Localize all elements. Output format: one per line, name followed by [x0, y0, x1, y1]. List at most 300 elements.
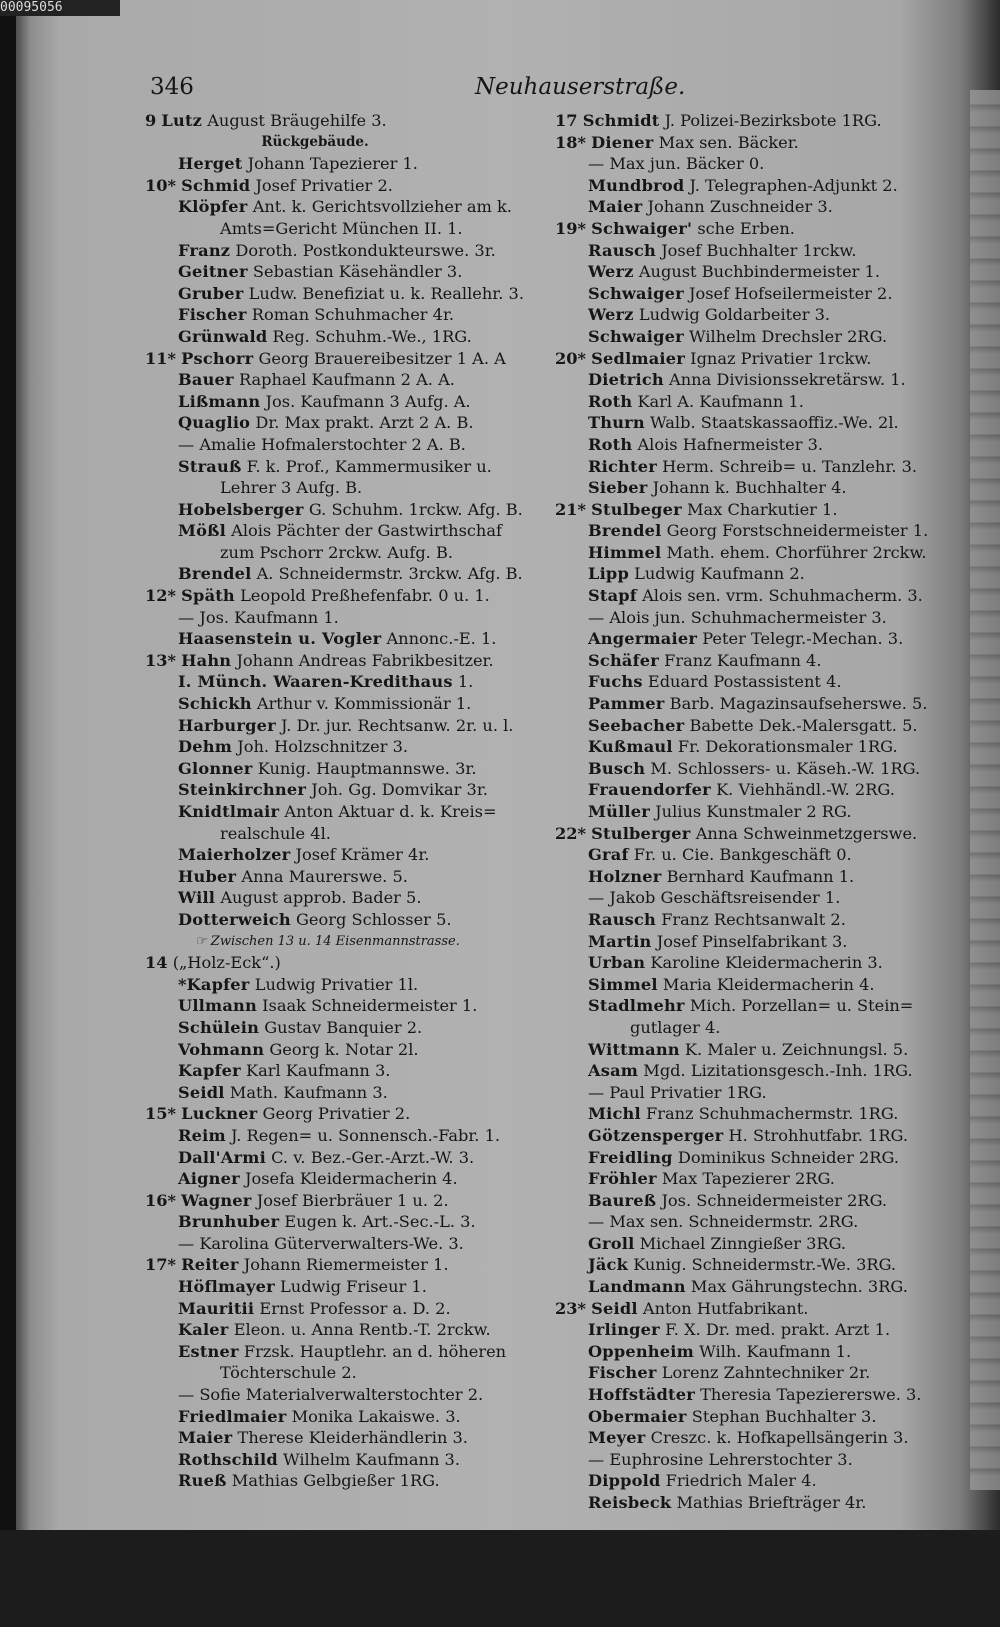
- resident-name: Dippold: [588, 1471, 661, 1491]
- resident-name: Geitner: [178, 262, 248, 282]
- resident-name: Will: [178, 888, 216, 908]
- directory-entry: [145, 1168, 545, 1190]
- entry-details: Dominikus Schneider 2RG.: [677, 1147, 899, 1167]
- directory-entry: [555, 175, 947, 197]
- entry-details: Johann Riemermeister 1.: [243, 1255, 449, 1275]
- resident-name: Wagner: [181, 1190, 252, 1210]
- house-number: 14: [145, 953, 168, 973]
- resident-name: Sieber: [588, 478, 648, 498]
- house-number: 21*: [555, 499, 586, 519]
- entry-details: Julius Kunstmaler 2 RG.: [655, 802, 852, 821]
- resident-name: Schmid: [181, 175, 251, 195]
- directory-entry: [145, 283, 545, 305]
- directory-entry: [145, 456, 545, 478]
- directory-entry: [145, 1427, 545, 1449]
- resident-name: Haasenstein u. Vogler: [178, 629, 382, 649]
- resident-name: Roth: [588, 391, 633, 411]
- directory-entry: [555, 650, 947, 672]
- directory-entry: [145, 1276, 545, 1298]
- entry-details: Eleon. u. Anna Rentb.-T. 2rckw.: [233, 1320, 491, 1340]
- entry-details: Eugen k. Art.-Sec.-L. 3.: [284, 1212, 476, 1232]
- resident-name: *Kapfer: [178, 974, 250, 994]
- entry-details: August Bräugehilfe 3.: [207, 111, 387, 130]
- resident-name: Dehm: [178, 737, 233, 757]
- entry-details: Therese Kleiderhändlerin 3.: [237, 1428, 468, 1448]
- resident-name: Urban: [588, 953, 646, 973]
- resident-name: Götzensperger: [588, 1125, 724, 1145]
- entry-details: Raphael Kaufmann 2 A. A.: [238, 370, 455, 390]
- running-head: Neuhauserstraße.: [475, 74, 686, 100]
- resident-name: Harburger: [178, 715, 276, 735]
- resident-name: Stapf: [588, 586, 637, 606]
- directory-entry: [555, 196, 947, 218]
- entry-details: K. Maler u. Zeichnungsl. 5.: [684, 1039, 909, 1059]
- directory-entry: [145, 304, 545, 326]
- entry-details: Mich. Porzellan= u. Stein=: [689, 996, 914, 1016]
- entry-details: Frzsk. Hauptlehr. an d. höheren: [243, 1341, 507, 1361]
- directory-entry: [145, 1254, 545, 1276]
- directory-entry: [555, 1211, 947, 1233]
- directory-entry: [145, 1060, 545, 1082]
- resident-name: I. Münch. Waaren-Kredithaus: [178, 672, 453, 692]
- directory-entry: [145, 866, 545, 888]
- entry-details: Karl Kaufmann 3.: [246, 1061, 391, 1081]
- entry-details: Georg Schlosser 5.: [295, 909, 452, 929]
- directory-entry: [145, 1082, 545, 1104]
- entry-details: Alois Hafnermeister 3.: [637, 434, 824, 454]
- entry-details: — Max sen. Schneidermstr. 2RG.: [588, 1212, 859, 1232]
- entry-details: Peter Telegr.-Mechan. 3.: [702, 629, 904, 649]
- entry-details: Max Charkutier 1.: [686, 499, 838, 519]
- directory-entry: [555, 261, 947, 283]
- entry-details: Dr. Max prakt. Arzt 2 A. B.: [255, 413, 474, 433]
- entry-details: Ludwig Goldarbeiter 3.: [638, 305, 831, 325]
- directory-entry: [555, 153, 947, 175]
- directory-entry: [145, 477, 545, 499]
- entry-details: Anna Maurerswe. 5.: [241, 866, 408, 886]
- resident-name: Mundbrod: [588, 175, 685, 195]
- resident-name: Luckner: [181, 1104, 258, 1124]
- directory-entry: [555, 499, 947, 521]
- resident-name: Rueß: [178, 1471, 227, 1491]
- directory-entry: [555, 1427, 947, 1449]
- resident-name: Dotterweich: [178, 909, 291, 929]
- resident-name: Lipp: [588, 564, 629, 584]
- entry-details: Georg Privatier 2.: [262, 1104, 411, 1124]
- directory-entry: [555, 671, 947, 693]
- entry-details: Josef Bierbräuer 1 u. 2.: [256, 1190, 449, 1210]
- entry-details: Joh. Gg. Domvikar 3r.: [311, 780, 488, 800]
- directory-entry: [555, 391, 947, 413]
- resident-name: Aigner: [178, 1169, 240, 1189]
- entry-details: M. Schlossers- u. Käseh.-W. 1RG.: [650, 758, 921, 778]
- entry-details: Franz Schuhmachermstr. 1RG.: [646, 1104, 899, 1124]
- directory-entry: [555, 1362, 947, 1384]
- resident-name: Schickh: [178, 694, 252, 714]
- entry-details: Josef Buchhalter 1rckw.: [661, 240, 857, 260]
- resident-name: Frauendorfer: [588, 780, 711, 800]
- resident-name: Reiter: [181, 1255, 239, 1275]
- resident-name: Baureß: [588, 1190, 657, 1210]
- entry-details: Herm. Schreib= u. Tanzlehr. 3.: [662, 456, 918, 476]
- directory-entry: [145, 758, 545, 780]
- directory-entry: [145, 1341, 545, 1363]
- resident-name: Brendel: [588, 521, 662, 541]
- directory-entry: [555, 1341, 947, 1363]
- scan-id-label: 00095056: [0, 0, 120, 16]
- resident-name: Mößl: [178, 521, 226, 541]
- entry-details: Johann k. Buchhalter 4.: [652, 478, 847, 498]
- entry-details: Joh. Holzschnitzer 3.: [237, 737, 409, 757]
- scan-bottom-border: [0, 1530, 1000, 1627]
- entry-details: Lehrer 3 Aufg. B.: [220, 478, 363, 498]
- directory-entry: [555, 132, 947, 154]
- entry-details: H. Strohhutfabr. 1RG.: [728, 1125, 909, 1145]
- resident-name: Jäck: [588, 1255, 629, 1275]
- resident-name: Kaler: [178, 1320, 229, 1340]
- directory-entry: [145, 1449, 545, 1471]
- resident-name: Müller: [588, 802, 651, 821]
- resident-name: Vohmann: [178, 1039, 265, 1059]
- resident-name: Kußmaul: [588, 737, 673, 757]
- directory-entry: [555, 1168, 947, 1190]
- entry-details: Josef Privatier 2.: [255, 175, 393, 195]
- house-number: 17: [555, 111, 578, 130]
- entry-details: Franz Rechtsanwalt 2.: [661, 909, 846, 929]
- resident-name: Schmidt: [582, 111, 660, 130]
- directory-entry: [555, 563, 947, 585]
- resident-name: Ullmann: [178, 996, 257, 1016]
- resident-name: Seebacher: [588, 715, 685, 735]
- entry-details: C. v. Bez.-Ger.-Arzt.-W. 3.: [271, 1147, 475, 1167]
- directory-entry: [145, 391, 545, 413]
- directory-entry: [145, 585, 545, 607]
- directory-entry: [145, 1319, 545, 1341]
- directory-entry: [555, 369, 947, 391]
- resident-name: Oppenheim: [588, 1341, 694, 1361]
- house-number: 20*: [555, 348, 586, 368]
- directory-entry: [145, 542, 545, 564]
- directory-entry: [145, 844, 545, 866]
- resident-name: Mauritii: [178, 1298, 255, 1318]
- resident-name: Maier: [588, 197, 643, 217]
- directory-entry: [145, 1103, 545, 1125]
- entry-details: Anton Aktuar d. k. Kreis=: [284, 802, 497, 821]
- directory-entry: [145, 153, 545, 175]
- entry-details: Töchterschule 2.: [220, 1363, 357, 1383]
- directory-entry: [145, 671, 545, 693]
- resident-name: Holzner: [588, 866, 662, 886]
- directory-entry: [145, 995, 545, 1017]
- directory-entry: [555, 585, 947, 607]
- resident-name: Maier: [178, 1428, 233, 1448]
- directory-entry: [555, 974, 947, 996]
- entry-details: Max sen. Bäcker.: [658, 132, 799, 152]
- resident-name: Friedlmaier: [178, 1406, 287, 1426]
- resident-name: Fischer: [588, 1363, 657, 1383]
- directory-entry: [145, 1017, 545, 1039]
- directory-entry: [145, 974, 545, 996]
- directory-entry: [555, 412, 947, 434]
- entry-details: Creszc. k. Hofkapellsängerin 3.: [650, 1428, 909, 1448]
- entry-details: Isaak Schneidermeister 1.: [262, 996, 478, 1016]
- entry-details: — Amalie Hofmalerstochter 2 A. B.: [178, 434, 466, 454]
- resident-name: Klöpfer: [178, 197, 248, 217]
- directory-entry: [555, 628, 947, 650]
- resident-name: Schäfer: [588, 650, 659, 670]
- directory-entry: [555, 1298, 947, 1320]
- directory-entry: [145, 1470, 545, 1492]
- resident-name: Werz: [588, 305, 634, 325]
- directory-entry: [555, 823, 947, 845]
- resident-name: Obermaier: [588, 1406, 687, 1426]
- directory-entry: [145, 1190, 545, 1212]
- directory-entry: [145, 434, 545, 456]
- resident-name: Asam: [588, 1061, 639, 1081]
- resident-name: Busch: [588, 758, 646, 778]
- resident-name: Hahn: [181, 650, 232, 670]
- resident-name: Bauer: [178, 370, 234, 390]
- entry-details: Eduard Postassistent 4.: [647, 672, 842, 692]
- resident-name: Angermaier: [588, 629, 698, 649]
- entry-details: zum Pschorr 2rckw. Aufg. B.: [220, 542, 454, 562]
- entry-details: Johann Tapezierer 1.: [247, 154, 418, 174]
- resident-name: Huber: [178, 866, 237, 886]
- resident-name: Höflmayer: [178, 1277, 275, 1297]
- resident-name: Rothschild: [178, 1449, 278, 1469]
- directory-entry: [145, 175, 545, 197]
- resident-name: Graf: [588, 845, 629, 865]
- entry-details: — Sofie Materialverwalterstochter 2.: [178, 1385, 484, 1405]
- directory-entry: [555, 1319, 947, 1341]
- resident-name: Pammer: [588, 694, 665, 714]
- directory-entry: [555, 736, 947, 758]
- entry-details: Josef Hofseilermeister 2.: [689, 283, 893, 303]
- resident-name: Michl: [588, 1104, 641, 1124]
- entry-details: Friedrich Maler 4.: [665, 1471, 817, 1491]
- directory-entry: [145, 1362, 545, 1384]
- directory-entry: [555, 1492, 947, 1514]
- directory-entry: [555, 952, 947, 974]
- entry-details: Annonc.-E. 1.: [386, 629, 497, 649]
- entry-details: Stephan Buchhalter 3.: [691, 1406, 877, 1426]
- directory-entry: [145, 952, 545, 974]
- resident-name: Pschorr: [181, 348, 254, 368]
- resident-name: Martin: [588, 931, 652, 951]
- street-note: ☞ Zwischen 13 u. 14 Eisenmannstrasse.: [195, 933, 460, 949]
- entry-details: Sebastian Käsehändler 3.: [252, 262, 463, 282]
- resident-name: Lißmann: [178, 391, 261, 411]
- house-number: 16*: [145, 1190, 176, 1210]
- entry-details: Anton Hutfabrikant.: [642, 1298, 809, 1318]
- directory-entry: [145, 326, 545, 348]
- directory-entry: [555, 607, 947, 629]
- entry-details: Michael Zinngießer 3RG.: [639, 1233, 847, 1253]
- directory-entry: [145, 1406, 545, 1428]
- directory-entry: [555, 1406, 947, 1428]
- resident-name: Reim: [178, 1125, 226, 1145]
- house-number: 23*: [555, 1298, 586, 1318]
- directory-entry: [555, 1060, 947, 1082]
- entry-details: Monika Lakaiswe. 3.: [291, 1406, 461, 1426]
- entry-details: Ignaz Privatier 1rckw.: [690, 348, 872, 368]
- directory-entry: [145, 909, 545, 931]
- resident-name: Seidl: [591, 1298, 638, 1318]
- directory-entry: [555, 758, 947, 780]
- resident-name: Stadlmehr: [588, 996, 685, 1016]
- resident-name: Freidling: [588, 1147, 673, 1167]
- resident-name: Hobelsberger: [178, 499, 304, 519]
- entry-details: Ludw. Benefiziat u. k. Reallehr. 3.: [248, 283, 524, 303]
- entry-details: Fr. Dekorationsmaler 1RG.: [677, 737, 898, 757]
- entry-details: Jos. Schneidermeister 2RG.: [661, 1190, 888, 1210]
- directory-entry: [555, 866, 947, 888]
- entry-details: — Karolina Güterverwalters-We. 3.: [178, 1233, 464, 1253]
- resident-name: Dietrich: [588, 370, 664, 390]
- directory-entry: [145, 369, 545, 391]
- directory-entry: [555, 779, 947, 801]
- resident-name: Werz: [588, 262, 634, 282]
- directory-entry: [555, 240, 947, 262]
- directory-entry: [555, 218, 947, 240]
- resident-name: Grünwald: [178, 326, 268, 346]
- entry-details: („Holz-Eck“.): [172, 953, 281, 973]
- entry-details: Lorenz Zahntechniker 2r.: [661, 1363, 871, 1383]
- resident-name: Knidtlmair: [178, 802, 280, 821]
- entry-details: Georg k. Notar 2l.: [269, 1039, 419, 1059]
- right-column: [555, 110, 947, 1514]
- resident-name: Späth: [181, 586, 235, 606]
- directory-entry: [555, 1039, 947, 1061]
- directory-entry: [555, 1147, 947, 1169]
- entry-details: Georg Forstschneidermeister 1.: [666, 521, 929, 541]
- directory-entry: [555, 931, 947, 953]
- directory-entry: [555, 542, 947, 564]
- resident-name: Maierholzer: [178, 845, 291, 865]
- entry-details: Karoline Kleidermacherin 3.: [650, 953, 883, 973]
- directory-entry: [145, 110, 545, 132]
- entry-details: Franz Kaufmann 4.: [664, 650, 822, 670]
- house-number: 22*: [555, 823, 586, 843]
- resident-name: Schwaiger': [591, 218, 693, 238]
- resident-name: Strauß: [178, 456, 242, 476]
- resident-name: Schülein: [178, 1017, 260, 1037]
- resident-name: Brunhuber: [178, 1212, 280, 1232]
- directory-entry: [145, 563, 545, 585]
- resident-name: Fröhler: [588, 1169, 657, 1189]
- entry-details: Georg Brauereibesitzer 1 A. A: [258, 348, 506, 368]
- directory-entry: [145, 779, 545, 801]
- directory-entry: [145, 736, 545, 758]
- entry-details: 1.: [457, 672, 474, 692]
- entry-details: Anna Schweinmetzgerswe.: [695, 823, 918, 843]
- house-number: 17*: [145, 1255, 176, 1275]
- house-number: 13*: [145, 650, 176, 670]
- entry-details: Mathias Briefträger 4r.: [676, 1493, 867, 1512]
- directory-entry: [555, 1384, 947, 1406]
- entry-details: F. k. Prof., Kammermusiker u.: [246, 456, 492, 476]
- resident-name: Wittmann: [588, 1039, 680, 1059]
- page-number: 346: [150, 74, 194, 100]
- directory-entry: [555, 283, 947, 305]
- directory-entry: [145, 412, 545, 434]
- directory-entry: [145, 499, 545, 521]
- resident-name: Glonner: [178, 758, 253, 778]
- entry-details: G. Schuhm. 1rckw. Afg. B.: [308, 499, 523, 519]
- house-number: 10*: [145, 175, 176, 195]
- entry-details: Ludwig Friseur 1.: [280, 1277, 427, 1297]
- resident-name: Stulberger: [591, 823, 691, 843]
- directory-entry: [145, 196, 545, 218]
- directory-entry: [555, 1190, 947, 1212]
- entry-details: Walb. Staatskassaoffiz.-We. 2l.: [650, 413, 899, 433]
- resident-name: Hoffstädter: [588, 1385, 695, 1405]
- entry-details: J. Regen= u. Sonnensch.-Fabr. 1.: [231, 1125, 501, 1145]
- entry-details: Josef Krämer 4r.: [295, 845, 430, 865]
- directory-entry: [145, 1039, 545, 1061]
- entry-details: Babette Dek.-Malersgatt. 5.: [689, 715, 918, 735]
- directory-entry: [555, 1103, 947, 1125]
- resident-name: Schwaiger: [588, 283, 684, 303]
- resident-name: Steinkirchner: [178, 780, 307, 800]
- directory-entry: [145, 1298, 545, 1320]
- directory-entry: [555, 909, 947, 931]
- resident-name: Sedlmaier: [591, 348, 686, 368]
- directory-entry: [555, 456, 947, 478]
- directory-entry: [145, 261, 545, 283]
- entry-details: Alois Pächter der Gastwirthschaf: [231, 521, 503, 541]
- resident-name: Fischer: [178, 305, 247, 325]
- resident-name: Richter: [588, 456, 657, 476]
- resident-name: Meyer: [588, 1428, 646, 1448]
- house-number: 18*: [555, 132, 586, 152]
- entry-details: Ludwig Privatier 1l.: [254, 974, 419, 994]
- entry-details: Ant. k. Gerichtsvollzieher am k.: [252, 197, 512, 217]
- directory-entry: [145, 715, 545, 737]
- directory-entry: [145, 240, 545, 262]
- resident-name: Irlinger: [588, 1320, 660, 1340]
- directory-entry: [145, 693, 545, 715]
- entry-details: Max Gährungstechn. 3RG.: [690, 1277, 908, 1297]
- resident-name: Kapfer: [178, 1061, 241, 1081]
- directory-entry: [555, 1125, 947, 1147]
- directory-entry: [555, 1470, 947, 1492]
- entry-details: F. X. Dr. med. prakt. Arzt 1.: [665, 1320, 891, 1340]
- directory-entry: [555, 434, 947, 456]
- directory-entry: [555, 520, 947, 542]
- entry-details: Josefa Kleidermacherin 4.: [244, 1169, 458, 1189]
- entry-details: — Jos. Kaufmann 1.: [178, 607, 339, 627]
- entry-details: Bernhard Kaufmann 1.: [666, 866, 855, 886]
- entry-details: — Alois jun. Schuhmachermeister 3.: [588, 607, 887, 627]
- section-subheading: Rückgebäude.: [261, 133, 369, 150]
- resident-name: Lutz: [161, 111, 203, 130]
- directory-entry: [145, 801, 545, 823]
- entry-details: — Max jun. Bäcker 0.: [588, 154, 765, 174]
- resident-name: Herget: [178, 154, 243, 174]
- resident-name: Seidl: [178, 1082, 225, 1102]
- entry-details: Leopold Preßhefenfabr. 0 u. 1.: [240, 586, 490, 606]
- entry-details: Josef Pinselfabrikant 3.: [656, 931, 848, 951]
- resident-name: Simmel: [588, 974, 658, 994]
- directory-entry: [555, 110, 947, 132]
- entry-details: Roman Schuhmacher 4r.: [251, 305, 455, 325]
- resident-name: Gruber: [178, 283, 244, 303]
- entry-details: Reg. Schuhm.-We., 1RG.: [272, 326, 472, 346]
- entry-details: Mgd. Lizitationsgesch.-Inh. 1RG.: [643, 1061, 913, 1081]
- directory-entry: [555, 304, 947, 326]
- directory-entry: [555, 1233, 947, 1255]
